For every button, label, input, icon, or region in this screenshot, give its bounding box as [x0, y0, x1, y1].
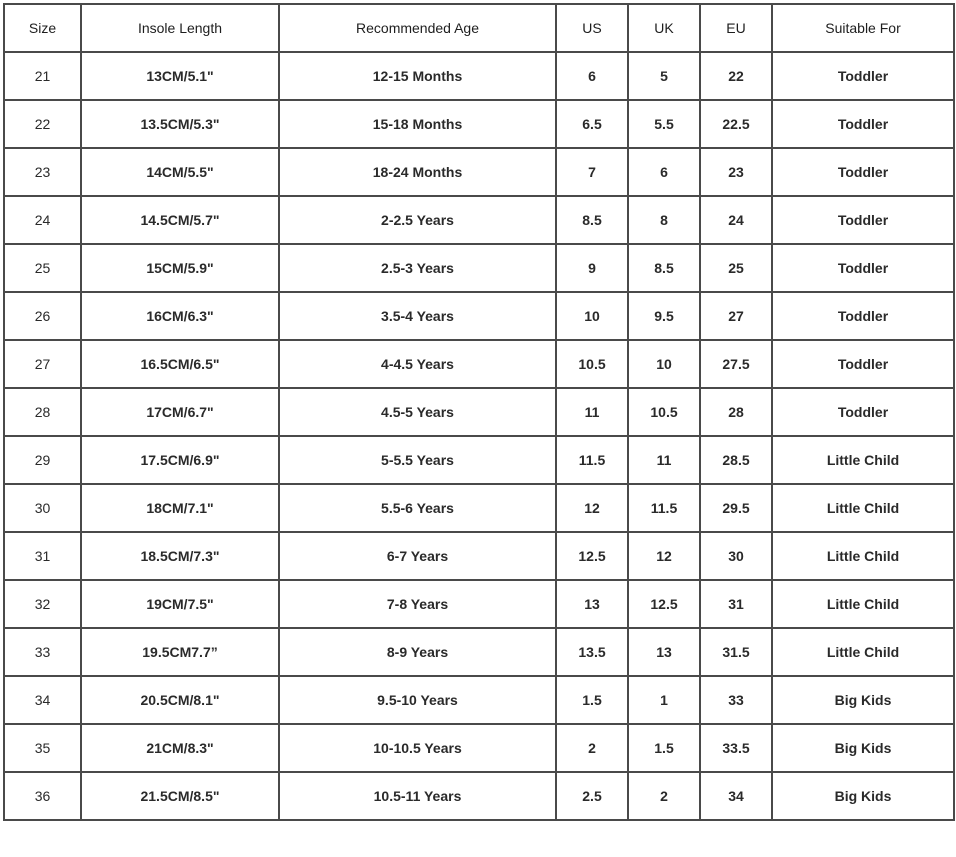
cell-us-size: 2.5: [556, 772, 628, 820]
cell-suitable-for: Toddler: [772, 196, 954, 244]
cell-size: 27: [4, 340, 81, 388]
cell-uk-size: 10.5: [628, 388, 700, 436]
cell-insole-length: 19.5CM7.7”: [81, 628, 279, 676]
cell-recommended-age: 9.5-10 Years: [279, 676, 556, 724]
cell-size: 33: [4, 628, 81, 676]
cell-suitable-for: Big Kids: [772, 676, 954, 724]
cell-recommended-age: 18-24 Months: [279, 148, 556, 196]
cell-eu-size: 23: [700, 148, 772, 196]
cell-uk-size: 1: [628, 676, 700, 724]
cell-recommended-age: 10.5-11 Years: [279, 772, 556, 820]
cell-uk-size: 13: [628, 628, 700, 676]
cell-insole-length: 17CM/6.7": [81, 388, 279, 436]
cell-recommended-age: 4-4.5 Years: [279, 340, 556, 388]
table-row: [4, 148, 954, 196]
cell-size: 35: [4, 724, 81, 772]
cell-insole-length: 18CM/7.1": [81, 484, 279, 532]
cell-us-size: 10.5: [556, 340, 628, 388]
cell-insole-length: 20.5CM/8.1": [81, 676, 279, 724]
cell-size: 21: [4, 52, 81, 100]
table-row: [4, 100, 954, 148]
cell-suitable-for: Little Child: [772, 580, 954, 628]
table-header: [4, 4, 954, 52]
cell-uk-size: 5: [628, 52, 700, 100]
cell-us-size: 7: [556, 148, 628, 196]
cell-eu-size: 28.5: [700, 436, 772, 484]
cell-eu-size: 31.5: [700, 628, 772, 676]
cell-recommended-age: 4.5-5 Years: [279, 388, 556, 436]
cell-us-size: 13: [556, 580, 628, 628]
cell-insole-length: 16CM/6.3": [81, 292, 279, 340]
cell-suitable-for: Toddler: [772, 292, 954, 340]
cell-eu-size: 22: [700, 52, 772, 100]
cell-eu-size: 30: [700, 532, 772, 580]
header-row: [4, 4, 954, 52]
cell-uk-size: 1.5: [628, 724, 700, 772]
cell-size: 30: [4, 484, 81, 532]
cell-size: 22: [4, 100, 81, 148]
table-row: [4, 292, 954, 340]
cell-eu-size: 24: [700, 196, 772, 244]
cell-size: 25: [4, 244, 81, 292]
cell-suitable-for: Big Kids: [772, 724, 954, 772]
cell-suitable-for: Little Child: [772, 628, 954, 676]
cell-suitable-for: Toddler: [772, 148, 954, 196]
cell-uk-size: 9.5: [628, 292, 700, 340]
cell-insole-length: 15CM/5.9": [81, 244, 279, 292]
cell-eu-size: 25: [700, 244, 772, 292]
cell-us-size: 1.5: [556, 676, 628, 724]
cell-us-size: 11: [556, 388, 628, 436]
cell-eu-size: 33: [700, 676, 772, 724]
column-header-size: Size: [4, 4, 81, 52]
column-header-eu-size: EU: [700, 4, 772, 52]
cell-eu-size: 27.5: [700, 340, 772, 388]
table-row: [4, 388, 954, 436]
cell-uk-size: 11.5: [628, 484, 700, 532]
cell-eu-size: 31: [700, 580, 772, 628]
cell-uk-size: 8: [628, 196, 700, 244]
cell-recommended-age: 5.5-6 Years: [279, 484, 556, 532]
table-row: [4, 340, 954, 388]
cell-uk-size: 8.5: [628, 244, 700, 292]
cell-insole-length: 19CM/7.5": [81, 580, 279, 628]
column-header-uk-size: UK: [628, 4, 700, 52]
cell-size: 29: [4, 436, 81, 484]
cell-us-size: 13.5: [556, 628, 628, 676]
table-row: [4, 772, 954, 820]
cell-suitable-for: Little Child: [772, 532, 954, 580]
cell-eu-size: 29.5: [700, 484, 772, 532]
cell-recommended-age: 7-8 Years: [279, 580, 556, 628]
cell-insole-length: 18.5CM/7.3": [81, 532, 279, 580]
cell-uk-size: 12.5: [628, 580, 700, 628]
cell-eu-size: 28: [700, 388, 772, 436]
cell-us-size: 11.5: [556, 436, 628, 484]
cell-insole-length: 17.5CM/6.9": [81, 436, 279, 484]
cell-recommended-age: 8-9 Years: [279, 628, 556, 676]
cell-uk-size: 12: [628, 532, 700, 580]
table-row: [4, 724, 954, 772]
cell-size: 36: [4, 772, 81, 820]
cell-eu-size: 22.5: [700, 100, 772, 148]
table-row: [4, 436, 954, 484]
cell-size: 32: [4, 580, 81, 628]
cell-suitable-for: Toddler: [772, 340, 954, 388]
cell-us-size: 12: [556, 484, 628, 532]
cell-suitable-for: Toddler: [772, 100, 954, 148]
table-row: [4, 244, 954, 292]
cell-recommended-age: 10-10.5 Years: [279, 724, 556, 772]
table-row: [4, 484, 954, 532]
cell-eu-size: 33.5: [700, 724, 772, 772]
cell-insole-length: 21.5CM/8.5": [81, 772, 279, 820]
table-row: [4, 532, 954, 580]
cell-suitable-for: Toddler: [772, 244, 954, 292]
cell-us-size: 10: [556, 292, 628, 340]
cell-uk-size: 5.5: [628, 100, 700, 148]
cell-uk-size: 10: [628, 340, 700, 388]
cell-recommended-age: 12-15 Months: [279, 52, 556, 100]
cell-uk-size: 6: [628, 148, 700, 196]
cell-us-size: 12.5: [556, 532, 628, 580]
size-chart-table: [3, 3, 955, 821]
cell-size: 31: [4, 532, 81, 580]
cell-suitable-for: Big Kids: [772, 772, 954, 820]
cell-us-size: 9: [556, 244, 628, 292]
cell-recommended-age: 6-7 Years: [279, 532, 556, 580]
cell-insole-length: 21CM/8.3": [81, 724, 279, 772]
cell-size: 34: [4, 676, 81, 724]
column-header-suitable-for: Suitable For: [772, 4, 954, 52]
cell-eu-size: 27: [700, 292, 772, 340]
cell-eu-size: 34: [700, 772, 772, 820]
table-row: [4, 580, 954, 628]
cell-us-size: 6: [556, 52, 628, 100]
cell-suitable-for: Little Child: [772, 484, 954, 532]
column-header-us-size: US: [556, 4, 628, 52]
cell-insole-length: 14CM/5.5": [81, 148, 279, 196]
cell-recommended-age: 3.5-4 Years: [279, 292, 556, 340]
cell-insole-length: 13CM/5.1": [81, 52, 279, 100]
cell-size: 26: [4, 292, 81, 340]
column-header-recommended-age: Recommended Age: [279, 4, 556, 52]
table-row: [4, 676, 954, 724]
cell-suitable-for: Toddler: [772, 52, 954, 100]
table-body: [4, 52, 954, 820]
cell-insole-length: 16.5CM/6.5": [81, 340, 279, 388]
cell-insole-length: 14.5CM/5.7": [81, 196, 279, 244]
cell-recommended-age: 5-5.5 Years: [279, 436, 556, 484]
cell-uk-size: 11: [628, 436, 700, 484]
cell-size: 23: [4, 148, 81, 196]
table-row: [4, 196, 954, 244]
cell-us-size: 8.5: [556, 196, 628, 244]
cell-suitable-for: Toddler: [772, 388, 954, 436]
cell-recommended-age: 15-18 Months: [279, 100, 556, 148]
cell-size: 28: [4, 388, 81, 436]
cell-insole-length: 13.5CM/5.3": [81, 100, 279, 148]
cell-size: 24: [4, 196, 81, 244]
table-row: [4, 628, 954, 676]
cell-recommended-age: 2-2.5 Years: [279, 196, 556, 244]
cell-uk-size: 2: [628, 772, 700, 820]
cell-us-size: 2: [556, 724, 628, 772]
cell-us-size: 6.5: [556, 100, 628, 148]
column-header-insole-length: Insole Length: [81, 4, 279, 52]
cell-recommended-age: 2.5-3 Years: [279, 244, 556, 292]
table-row: [4, 52, 954, 100]
cell-suitable-for: Little Child: [772, 436, 954, 484]
